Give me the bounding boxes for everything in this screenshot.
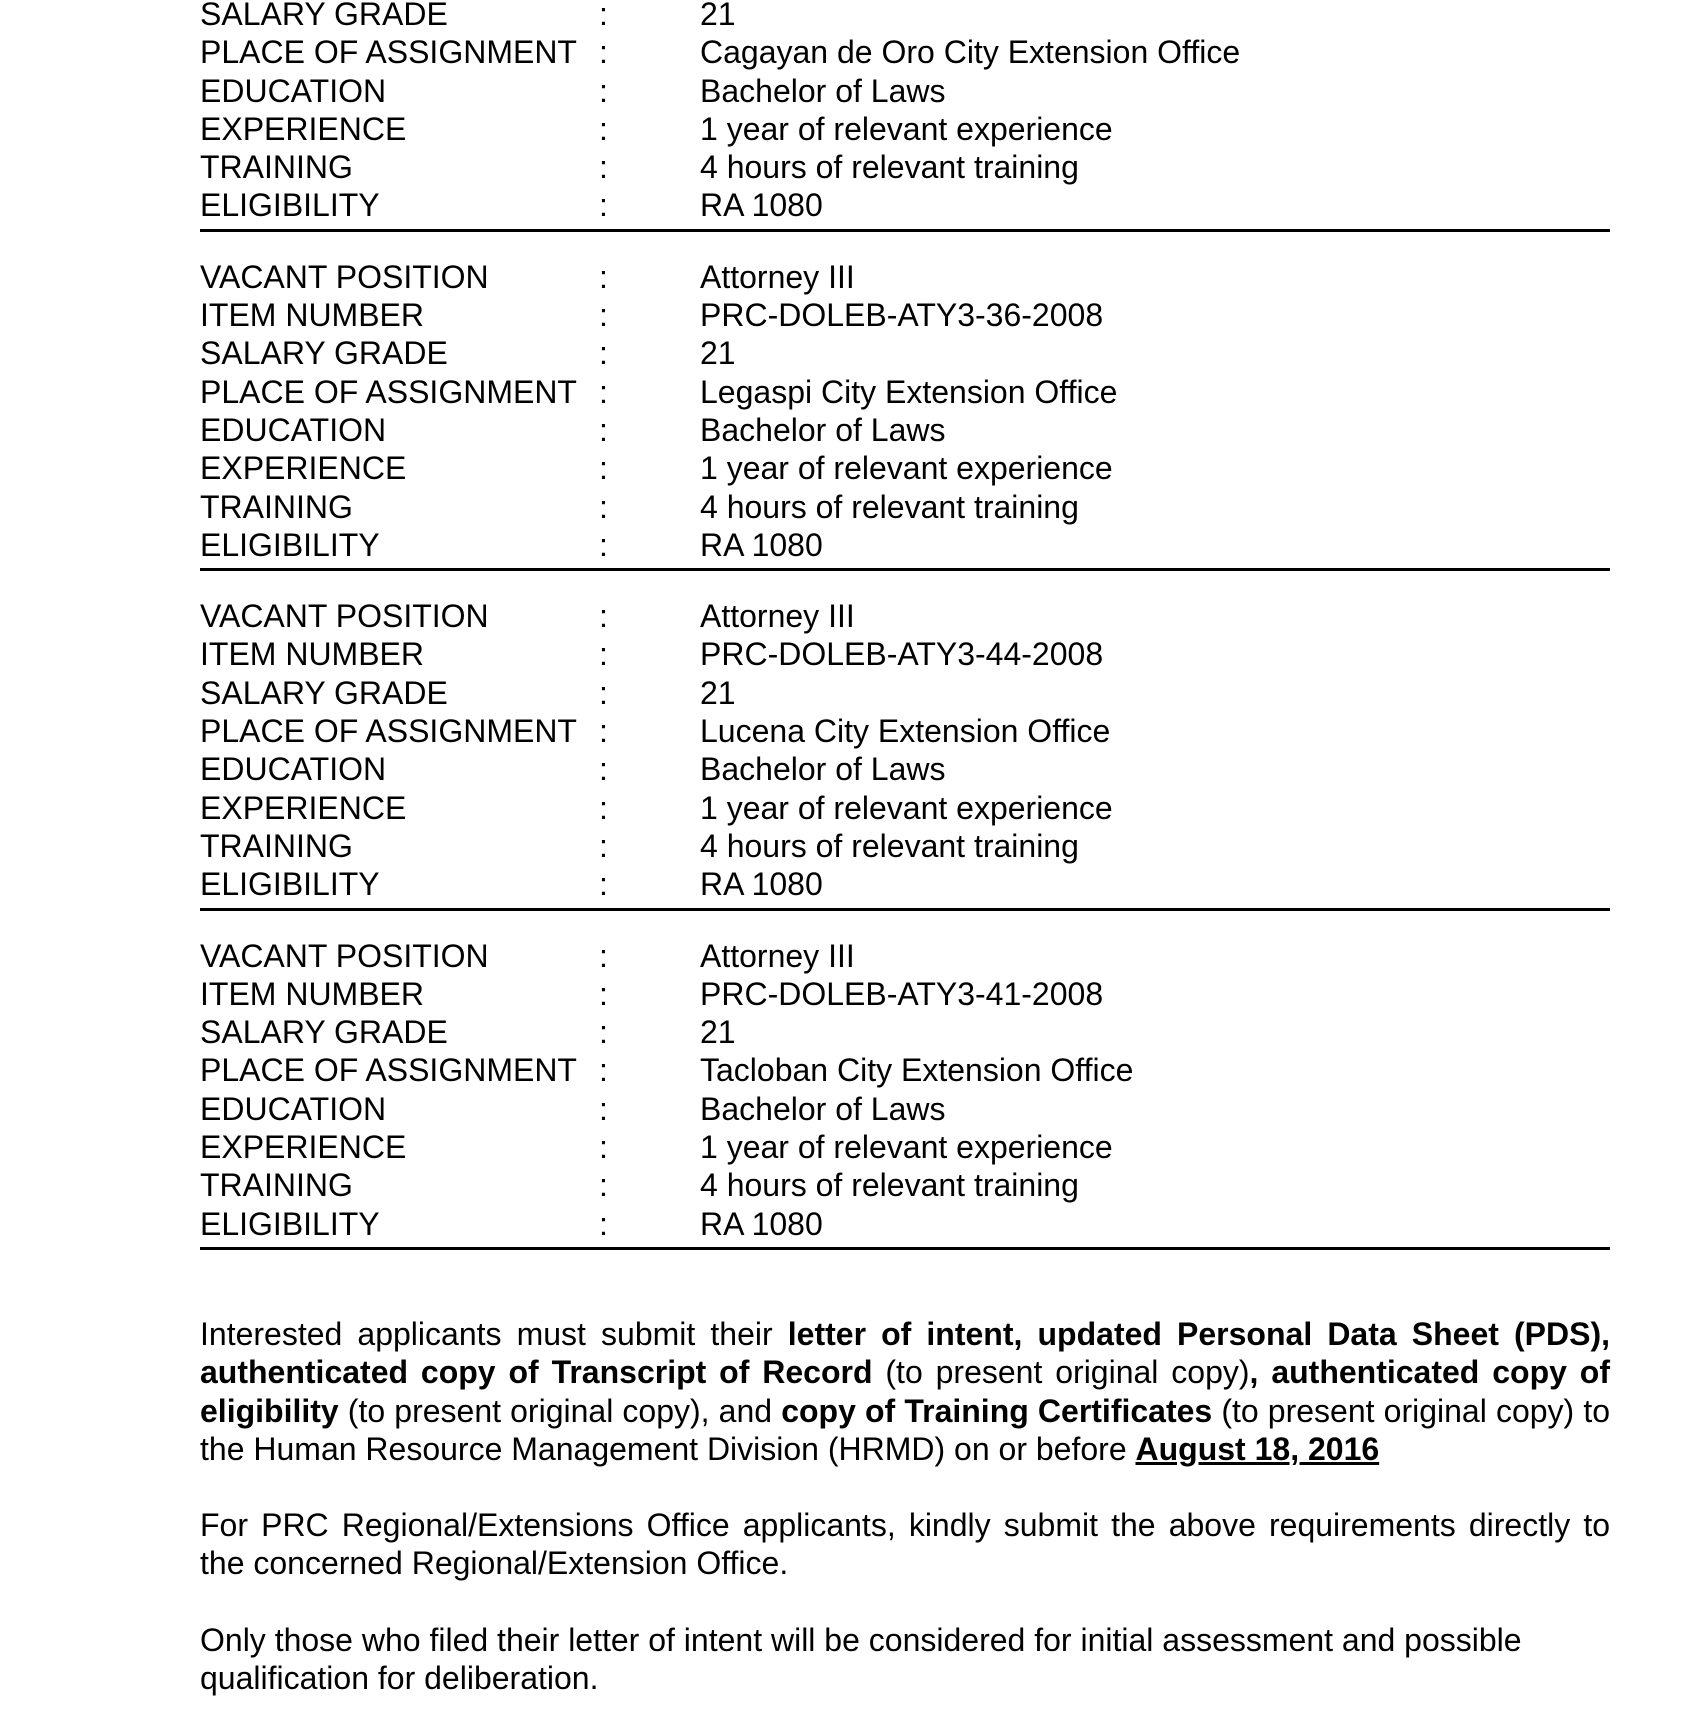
- field-value: Lucena City Extension Office: [700, 713, 1111, 750]
- field-row-experience: [200, 789, 1610, 827]
- field-row-eligibility: [200, 526, 1610, 564]
- instruction-text: Interested applicants must submit their: [200, 1315, 788, 1352]
- field-value: 21: [700, 674, 736, 711]
- assessment-note: Only those who filed their letter of intent will be considered for initial assessment and possible qualification for deliberation.: [200, 1621, 1522, 1696]
- field-row-education: [200, 750, 1610, 788]
- field-value: 4 hours of relevant training: [700, 1167, 1079, 1204]
- field-separator: :: [599, 789, 608, 826]
- position-block-partial: [200, 0, 1610, 232]
- field-value: PRC-DOLEB-ATY3-41-2008: [700, 975, 1104, 1012]
- field-separator: :: [599, 713, 608, 750]
- field-label: ITEM NUMBER: [200, 636, 424, 673]
- field-label: PLACE OF ASSIGNMENT: [200, 713, 577, 750]
- field-row-place-of-assignment: [200, 1051, 1610, 1089]
- field-row-vacant-position: [200, 597, 1610, 635]
- field-label: EXPERIENCE: [200, 789, 407, 826]
- field-separator: :: [599, 373, 608, 410]
- field-row-experience: [200, 110, 1610, 148]
- field-value: Attorney III: [700, 937, 855, 974]
- field-label: EDUCATION: [200, 72, 387, 109]
- field-label: EDUCATION: [200, 411, 387, 448]
- field-row-vacant-position: [200, 937, 1610, 975]
- field-value: Tacloban City Extension Office: [700, 1052, 1134, 1089]
- field-separator: :: [599, 1090, 608, 1127]
- field-row-training: [200, 148, 1610, 186]
- field-label: SALARY GRADE: [200, 0, 448, 32]
- field-label: PLACE OF ASSIGNMENT: [200, 1052, 577, 1089]
- field-row-training: [200, 827, 1610, 865]
- field-label: EXPERIENCE: [200, 1129, 407, 1166]
- field-label: VACANT POSITION: [200, 937, 489, 974]
- field-value: Attorney III: [700, 258, 855, 295]
- deadline-date: August 18, 2016: [1135, 1430, 1380, 1467]
- field-value: RA 1080: [700, 187, 823, 224]
- instruction-text: (to present original copy) to the Human Resource Management Division (HRMD) on or before: [200, 1392, 1611, 1467]
- field-label: ITEM NUMBER: [200, 975, 424, 1012]
- field-separator: :: [599, 674, 608, 711]
- field-row-training: [200, 1166, 1610, 1204]
- field-separator: :: [599, 1205, 608, 1242]
- field-label: TRAINING: [200, 1167, 353, 1204]
- field-label: EXPERIENCE: [200, 450, 407, 487]
- field-label: ELIGIBILITY: [200, 526, 380, 563]
- field-row-item-number: [200, 296, 1610, 334]
- position-block: [200, 258, 1610, 571]
- field-separator: :: [599, 0, 608, 32]
- field-label: PLACE OF ASSIGNMENT: [200, 34, 577, 71]
- instruction-text: (to present original copy), and: [338, 1392, 782, 1429]
- field-value: 4 hours of relevant training: [700, 149, 1079, 186]
- field-label: EDUCATION: [200, 1090, 387, 1127]
- field-separator: :: [599, 827, 608, 864]
- position-blocks: [200, 232, 1610, 1250]
- field-separator: :: [599, 1014, 608, 1051]
- field-row-experience: [200, 449, 1610, 487]
- field-separator: :: [599, 297, 608, 334]
- field-separator: :: [599, 411, 608, 448]
- section-divider: [200, 1247, 1610, 1250]
- field-value: PRC-DOLEB-ATY3-44-2008: [700, 636, 1104, 673]
- field-separator: :: [599, 751, 608, 788]
- position-rows: [200, 0, 1610, 225]
- field-value: RA 1080: [700, 866, 823, 903]
- field-separator: :: [599, 1129, 608, 1166]
- field-row-salary-grade: [200, 0, 1610, 33]
- field-value: Bachelor of Laws: [700, 751, 946, 788]
- field-row-education: [200, 411, 1610, 449]
- field-separator: :: [599, 110, 608, 147]
- field-label: TRAINING: [200, 827, 353, 864]
- field-row-place-of-assignment: [200, 373, 1610, 411]
- field-separator: :: [599, 598, 608, 635]
- field-value: PRC-DOLEB-ATY3-36-2008: [700, 297, 1104, 334]
- position-block: [200, 937, 1610, 1250]
- field-separator: :: [599, 34, 608, 71]
- field-value: 1 year of relevant experience: [700, 110, 1113, 147]
- field-value: Cagayan de Oro City Extension Office: [700, 34, 1241, 71]
- field-label: EXPERIENCE: [200, 110, 407, 147]
- field-separator: :: [599, 1052, 608, 1089]
- field-row-salary-grade: [200, 1013, 1610, 1051]
- section-divider: [200, 229, 1610, 232]
- submission-instructions: [200, 1315, 1610, 1468]
- field-row-item-number: [200, 635, 1610, 673]
- field-label: SALARY GRADE: [200, 674, 448, 711]
- regional-instructions: For PRC Regional/Extensions Office applicants, kindly submit the above requirements directly to the concerned Regional/Extension Office.: [200, 1507, 1610, 1582]
- field-label: VACANT POSITION: [200, 258, 489, 295]
- field-row-salary-grade: [200, 674, 1610, 712]
- field-row-eligibility: [200, 1205, 1610, 1243]
- field-value: 21: [700, 0, 736, 32]
- field-row-training: [200, 488, 1610, 526]
- instruction-text: (to present original copy): [872, 1354, 1250, 1391]
- field-row-vacant-position: [200, 258, 1610, 296]
- field-separator: :: [599, 450, 608, 487]
- emphasized-requirement: , authenticated copy of eligibility: [200, 1354, 1611, 1429]
- field-separator: :: [599, 526, 608, 563]
- field-label: TRAINING: [200, 488, 353, 525]
- field-separator: :: [599, 72, 608, 109]
- field-row-education: [200, 1090, 1610, 1128]
- field-value: 1 year of relevant experience: [700, 1129, 1113, 1166]
- field-value: 4 hours of relevant training: [700, 488, 1079, 525]
- field-separator: :: [599, 937, 608, 974]
- field-label: EDUCATION: [200, 751, 387, 788]
- field-label: TRAINING: [200, 149, 353, 186]
- emphasized-requirement: copy of Training Certificates: [781, 1392, 1213, 1429]
- field-value: Bachelor of Laws: [700, 1090, 946, 1127]
- field-row-eligibility: [200, 865, 1610, 903]
- document-page: [200, 0, 1610, 1697]
- section-divider: [200, 908, 1610, 911]
- field-value: Attorney III: [700, 598, 855, 635]
- field-value: RA 1080: [700, 1205, 823, 1242]
- field-separator: :: [599, 335, 608, 372]
- field-value: 1 year of relevant experience: [700, 789, 1113, 826]
- field-label: PLACE OF ASSIGNMENT: [200, 373, 577, 410]
- field-separator: :: [599, 636, 608, 673]
- field-label: SALARY GRADE: [200, 1014, 448, 1051]
- field-value: RA 1080: [700, 526, 823, 563]
- field-value: 21: [700, 335, 736, 372]
- field-separator: :: [599, 975, 608, 1012]
- field-row-item-number: [200, 975, 1610, 1013]
- field-label: ELIGIBILITY: [200, 1205, 380, 1242]
- field-label: SALARY GRADE: [200, 335, 448, 372]
- field-separator: :: [599, 258, 608, 295]
- field-separator: :: [599, 866, 608, 903]
- field-value: 21: [700, 1014, 736, 1051]
- field-separator: :: [599, 488, 608, 525]
- field-value: 4 hours of relevant training: [700, 827, 1079, 864]
- field-row-salary-grade: [200, 334, 1610, 372]
- field-value: Bachelor of Laws: [700, 411, 946, 448]
- field-separator: :: [599, 187, 608, 224]
- field-value: 1 year of relevant experience: [700, 450, 1113, 487]
- field-label: ELIGIBILITY: [200, 187, 380, 224]
- field-label: VACANT POSITION: [200, 598, 489, 635]
- field-row-place-of-assignment: [200, 712, 1610, 750]
- field-row-place-of-assignment: [200, 33, 1610, 71]
- field-row-education: [200, 72, 1610, 110]
- field-row-experience: [200, 1128, 1610, 1166]
- field-row-eligibility: [200, 186, 1610, 224]
- field-separator: :: [599, 149, 608, 186]
- section-divider: [200, 568, 1610, 571]
- field-label: ELIGIBILITY: [200, 866, 380, 903]
- field-value: Legaspi City Extension Office: [700, 373, 1118, 410]
- position-block: [200, 597, 1610, 910]
- emphasized-requirement: letter of intent, updated Personal Data Sheet (PDS), authenticated copy of Transcript of Record: [200, 1315, 1611, 1391]
- field-label: ITEM NUMBER: [200, 297, 424, 334]
- field-separator: :: [599, 1167, 608, 1204]
- field-value: Bachelor of Laws: [700, 72, 946, 109]
